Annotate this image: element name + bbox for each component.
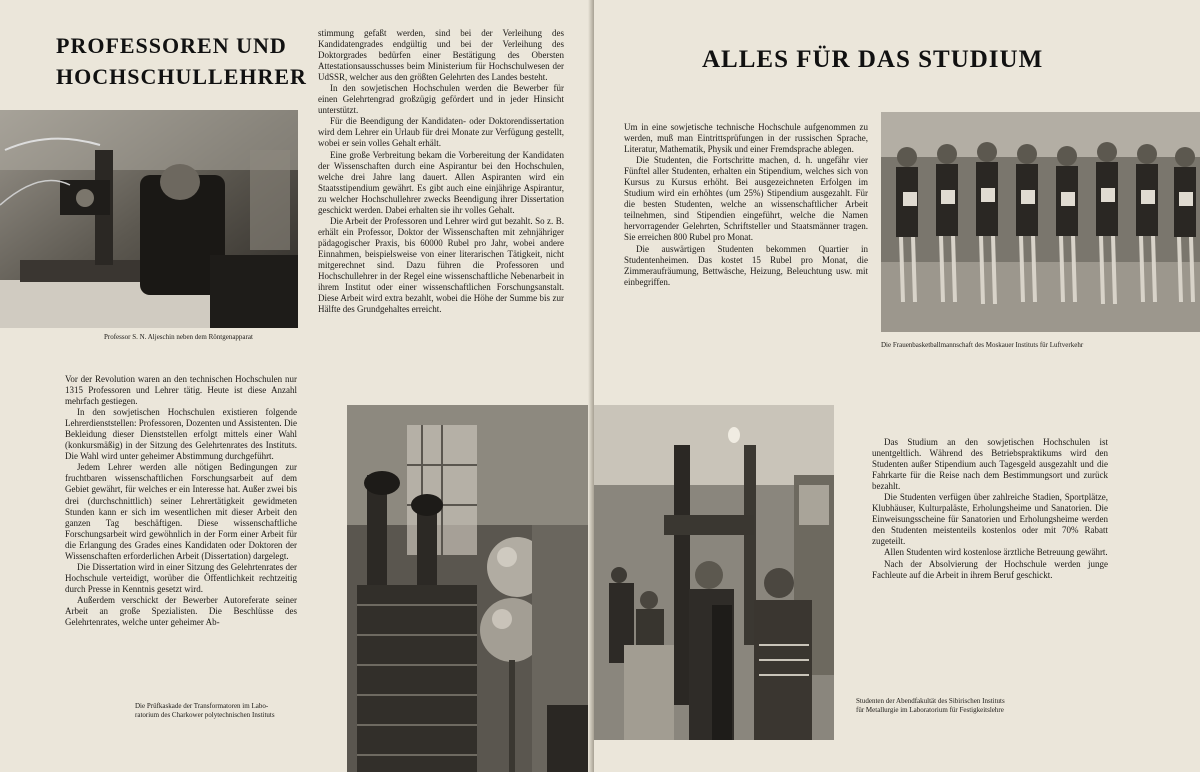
left-headline-line-2: HOCHSCHULLEHRER [56,64,307,89]
photo-transformer-cascade [347,405,588,772]
paragraph: Um in eine sowjetische technische Hochschule aufgenommen zu werden, muß man Eintrittsprüfungen in der russischen Sprache, Literatur, Mathematik, Physik und einer Fremdsprache ablegen. [624,122,868,155]
paragraph: Die auswärtigen Studenten bekommen Quartier in Studentenheimen. Das kostet 15 Rubel pro Monat, die Zimmeraufräumung, Bettwäsche, Heizung, Beleuchtung usw. mit einbegriffen. [624,243,868,287]
left-page [0,0,592,772]
photo-students-caption [856,697,1066,715]
left-headline-line-1: PROFESSOREN UND [56,33,287,58]
paragraph: Jedem Lehrer werden alle nötigen Bedingungen zur fruchtbaren wissenschaftlichen Forschungsarbeit auf dem Gebiet gewährt, für welches er ein Interesse hat. Außer zwei bis drei (durchschnittlich) seiner Lehrertätigkeit gewidmeten Stunden kann er sich im wesentlichen mit dieser Arbeit den ganzen Tag beschäftigen. Diese wissenschaftliche Forschungsarbeit wird gewöhnlich in der Form einer Arbeit für die Erlangung des Grades eines Kandidaten oder Doktoren der Wissenschaften erforderlichen Arbeit (Dissertation) dargelegt. [65,462,297,561]
right-headline: ALLES FÜR DAS STUDIUM [702,46,1044,73]
caption-line-1: Die Prüfkaskade der Transformatoren im Labo- [135,702,269,710]
paragraph: In den sowjetischen Hochschulen existieren folgende Lehrerdienststellen: Professoren, Dozenten und Assistenten. Die Bekleidung dieser Dienststellen erfolgt mittels einer Wahl (konkursmäßig) in der Sitzung des Gelehrtenrates des Instituts. Die Wahl wird unter geheimer Abstimmung durchgeführt. [65,407,297,462]
paragraph: Eine große Verbreitung bekam die Vorbereitung der Kandidaten der Wissenschaften durch eine Aspirantur bei den Hochschulen, welche drei Jahre lang dauert. Allen Aspiranten wird ein Staatsstipendium gewährt. Es gibt auch eine einjährige Aspirantur, zu welcher Hochschullehrer zwecks Beendigung ihrer Dissertation geschickt werden. Dabei erhalten sie ihr volles Gehalt. [318,149,564,215]
paragraph: Für die Beendigung der Kandidaten- oder Doktorendissertation wird dem Lehrer ein Urlaub für drei Monate zur Verfügung gestellt, wobei er sein volles Gehalt erhält. [318,116,564,149]
right-page [594,0,1200,772]
paragraph: Die Dissertation wird in einer Sitzung des Gelehrtenrates der Hochschule verteidigt, worüber die Öffentlichkeit rechtzeitig durch Presse in Kenntnis gesetzt wird. [65,561,297,594]
paragraph: Vor der Revolution waren an den technischen Hochschulen nur 1315 Professoren und Lehrer tätig. Heute ist diese Anzahl mehrfach gestiegen. [65,374,297,407]
left-headline [56,30,316,92]
caption-line-2: ratorium des Charkower polytechnischen Instituts [135,711,275,719]
caption-line-2: für Metallurgie im Laboratorium für Festigkeitslehre [856,706,1004,714]
photo-transformer-caption [135,702,340,720]
column-b [318,28,564,315]
column-c [624,122,868,288]
column-d [872,437,1108,581]
paragraph: Die Arbeit der Professoren und Lehrer wird gut bezahlt. So z. B. erhält ein Professor, Doktor der Wissenschaften mit zehnjähriger pädagogischer Praxis, bis 60000 Rubel pro Jahr, wobei andere Einnahmen, beispielsweise von einer literarischen Tätigkeit, nicht mitgerechnet sind. Dazu führen die Professoren und Hochschullehrer in der Regel eine wissenschaftliche Nebenarbeit in ihrem Institut oder einer wissenschaftlichen Forschungsanstalt. Diese Arbeit wird extra bezahlt, wobei die Höhe der Summe bis zur Hälfte des Grundgehaltes erreicht. [318,215,564,315]
paragraph: Allen Studenten wird kostenlose ärztliche Betreuung gewährt. [884,547,1108,558]
paragraph: In den sowjetischen Hochschulen werden die Bewerber für einen Gelehrtengrad großzügig gefördert und in jeder Hinsicht unterstützt. [318,83,564,116]
photo-basketball-caption: Die Frauenbasketballmannschaft des Moskauer Instituts für Luftverkehr [881,341,1084,349]
photo-professor-xray [0,110,298,328]
photo-students-lab [594,405,834,740]
paragraph: Das Studium an den sowjetischen Hochschulen ist unentgeltlich. Während des Betriebspraktikums wird den Studenten außer Stipendium auch Tagesgeld ausgezahlt und die Fahrkarte für die Reise nach dem Bestimmungsort und zurück bezahlt. [872,437,1108,492]
paragraph: Die Studenten, die Fortschritte machen, d. h. ungefähr vier Fünftel aller Studenten, erhalten ein Stipendium, welches sich von Kursus zu Kursus erhöht. Bei ausgezeichneten Erfolgen im Studium wird ein erhöhtes (um 25%) Stipendium ausgezahlt. Für die besten Studenten, welche an wissenschaftlicher Arbeit teilnehmen, sind Stipendien eingeführt, welche die Namen hervorragender Gelehrten, Schriftsteller und Staatsmänner tragen. Sie erreichen 800 Rubel pro Monat. [624,155,868,243]
paragraph: Außerdem verschickt der Bewerber Autoreferate seiner Arbeit an große Spezialisten. Die Beschlüsse des Gelehrtenrates, welche unter geheimer Ab- [65,594,297,628]
paragraph: Die Studenten verfügen über zahlreiche Stadien, Sportplätze, Klubhäuser, Kulturpaläste, Erholungsheime und Sanatorien. Die Einweisungsscheine für Sanatorien und Erholungsheime werden den Studenten meistenteils kostenlos oder mit 70% Rabatt zugeteilt. [872,492,1108,547]
paragraph: Nach der Absolvierung der Hochschule werden junge Fachleute auf die Arbeit in ihrem Beruf geschickt. [872,558,1108,580]
paragraph: stimmung gefaßt werden, sind bei der Verleihung des Kandidatengrades endgültig und bei der Verleihung des Doktorgrades bedürfen einer Bestätigung des Obersten Attestationsausschusses beim Ministerium für Hochschulwesen der UdSSR, welcher aus den größten Gelehrten des Landes besteht. [318,28,564,83]
caption-line-1: Studenten der Abendfakultät des Sibirischen Instituts [856,697,1005,705]
photo-basketball-team [881,112,1200,332]
column-a [65,374,297,628]
photo-professor-caption: Professor S. N. Aljeschin neben dem Röntgenapparat [104,333,253,341]
